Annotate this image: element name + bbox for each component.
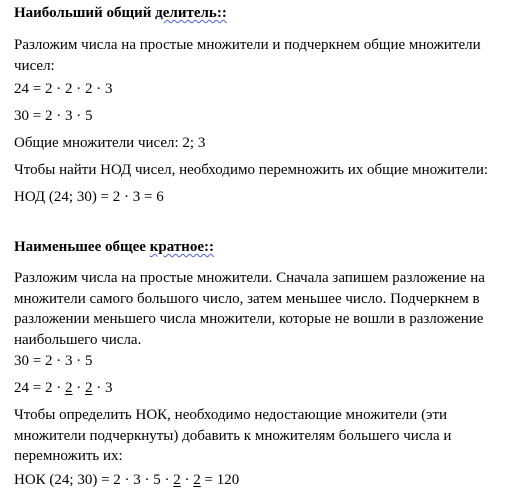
lcm-factor-24-underlined-2: 2 (84, 380, 93, 396)
lcm-factor-24-prefix: 24 = 2 · (14, 380, 65, 396)
lcm-result-underlined-1: 2 (173, 472, 181, 488)
gcd-heading-spellcheck-word: делитель:: (155, 5, 227, 21)
lcm-intro: Разложим числа на простые множители. Сначала запишем разложение на множители самого большого число, затем меньшее число. Подчеркнем в разложении меньшего числа множители, которые не вошли в разложение наибольшего числа. (14, 270, 485, 348)
gcd-factorization-24: 24 = 2 · 2 · 2 · 3 (14, 81, 113, 97)
gcd-heading (14, 4, 227, 22)
lcm-result-mid: · (180, 472, 194, 488)
lcm-result (14, 471, 239, 489)
gcd-heading-text: Наибольший общий (14, 5, 156, 21)
gcd-result: НОД (24; 30) = 2 · 3 = 6 (14, 189, 164, 205)
lcm-factor-24-suffix: · 3 (92, 380, 113, 396)
lcm-method: Чтобы определить НОК, необходимо недостающие множители (эти множители подчеркнуты) добавить к множителям большего числа и перемножить их: (14, 407, 452, 464)
lcm-factor-24-mid: · (72, 380, 85, 396)
gcd-factorization-30: 30 = 2 · 3 · 5 (14, 108, 93, 124)
lcm-heading-spellcheck-word: кратное:: (149, 239, 214, 255)
gcd-intro: Разложим числа на простые множители и подчеркнем общие множители чисел: (14, 37, 481, 74)
gcd-common-factors: Общие множители чисел: 2; 3 (14, 135, 206, 151)
gcd-method: Чтобы найти НОД чисел, необходимо перемножить их общие множители: (14, 162, 489, 178)
lcm-heading-text: Наименьшее общее (14, 239, 150, 255)
lcm-factorization-30: 30 = 2 · 3 · 5 (14, 353, 93, 369)
lcm-result-suffix: = 120 (200, 472, 240, 488)
lcm-factorization-24 (14, 379, 112, 397)
lcm-factor-24-underlined-1: 2 (64, 380, 73, 396)
lcm-result-underlined-2: 2 (193, 472, 201, 488)
lcm-result-prefix: НОК (24; 30) = 2 · 3 · 5 · (14, 472, 174, 488)
lcm-heading (14, 238, 214, 256)
